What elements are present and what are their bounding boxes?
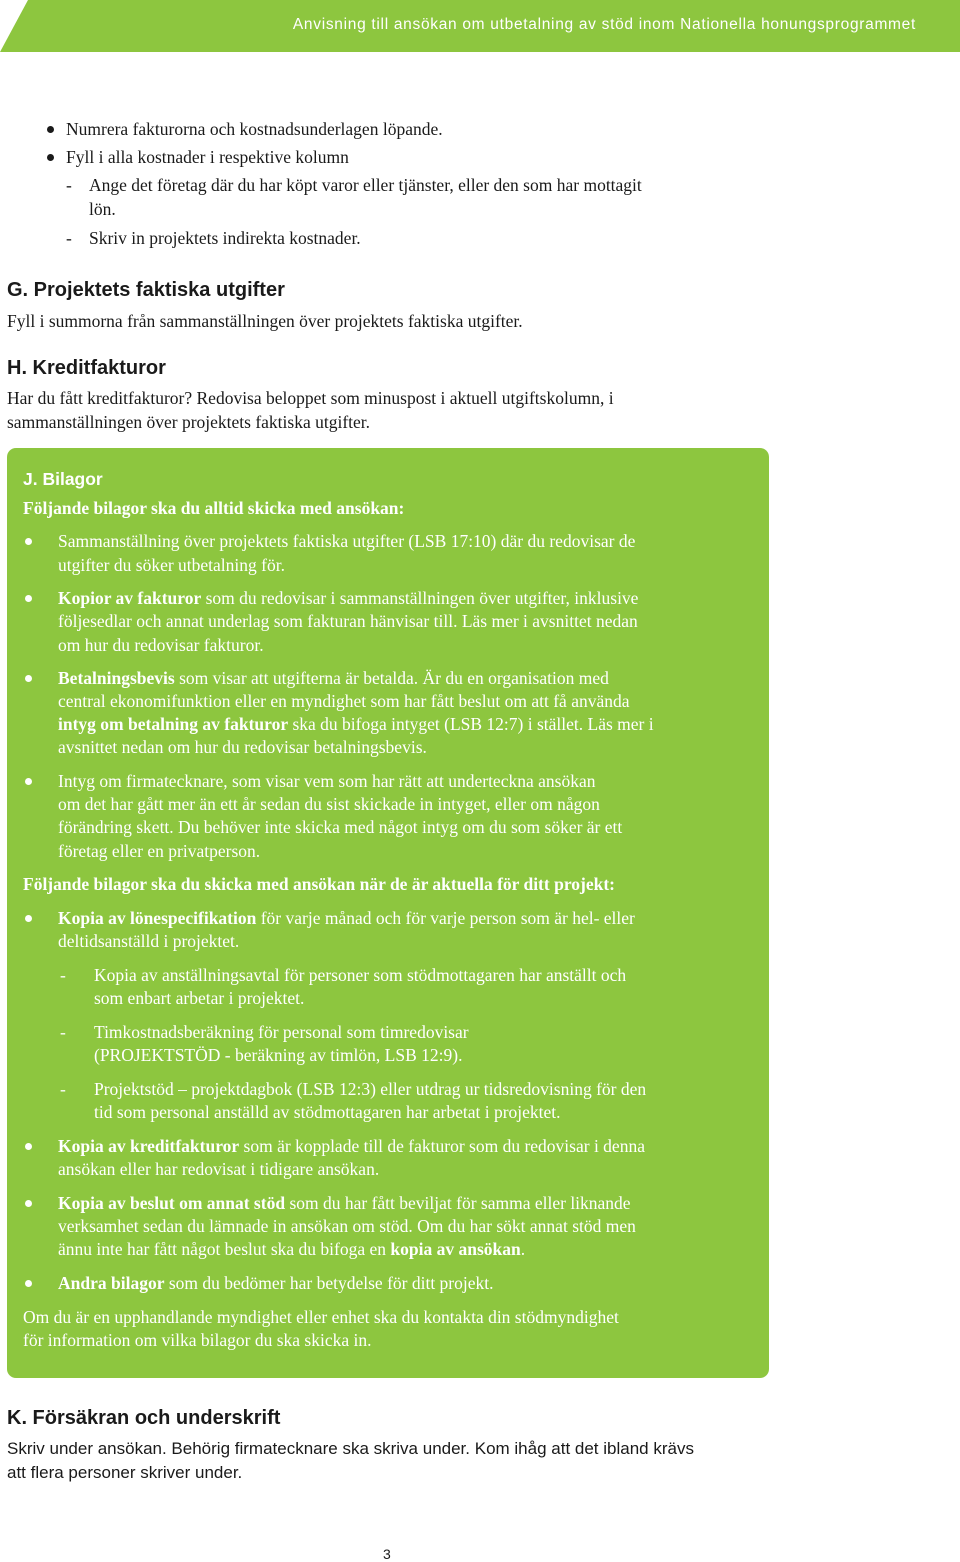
attachment-item-1-line-1: Sammanställning över projektets faktiska utgifter (LSB 17:10) där du redovisar de — [58, 531, 636, 551]
document-title: Anvisning till ansökan om utbetalning av stöd inom Nationella honungsprogrammet — [292, 16, 916, 33]
dash-marker: - — [60, 1079, 66, 1099]
intro-dash-1-line-2: lön. — [89, 199, 116, 219]
attachment-item-4-line-2: om det har gått mer än ett år sedan du sist skickade in intyget, eller om någon — [58, 794, 600, 814]
attachment-item-8-bold: Andra bilagor — [58, 1273, 165, 1293]
section-j-heading: J. Bilagor — [23, 469, 103, 489]
attachment-item-2-line-2: följesedlar och annat underlag som fakturan hänvisar till. Läs mer i avsnittet nedan — [58, 611, 638, 631]
bullet-icon — [25, 595, 32, 602]
attachment-item-3-rest-2: ska du bifoga intyget (LSB 12:7) i stället. Läs mer i — [288, 714, 654, 734]
section-k-line-1: Skriv under ansökan. Behörig firmatecknare ska skriva under. Kom ihåg att det ibland krävs — [7, 1439, 694, 1458]
attachments-footer-line-2: för information om vilka bilagor du ska skicka in. — [23, 1330, 372, 1350]
attachment-item-2-line-3: om hur du redovisar fakturor. — [58, 635, 264, 655]
section-h-heading: H. Kreditfakturor — [7, 357, 166, 379]
dash-marker: - — [66, 228, 72, 248]
sub-item-2-line-2: (PROJEKTSTÖD - beräkning av timlön, LSB 12:9). — [94, 1045, 463, 1065]
bullet-icon — [25, 675, 32, 682]
section-k-line-2: att flera personer skriver under. — [7, 1463, 243, 1482]
attachment-item-7-post: . — [520, 1239, 526, 1259]
bullet-icon — [25, 1280, 32, 1287]
attachment-item-7-bold-2: kopia av ansökan — [390, 1239, 521, 1259]
bullet-icon — [25, 778, 32, 785]
attachment-item-6-bold: Kopia av kreditfakturor — [58, 1136, 240, 1156]
attachment-item-3-rest: som visar att utgifterna är betalda. Är du en organisation med — [174, 668, 609, 688]
attachments-footer-line-1: Om du är en upphandlande myndighet eller enhet ska du kontakta din stödmyndighet — [23, 1307, 619, 1327]
intro-dash-1-line-1: Ange det företag där du har köpt varor eller tjänster, eller den som har mottagit — [89, 175, 642, 195]
attachment-item-1-line-2: utgifter du söker utbetalning för. — [58, 555, 285, 575]
bullet-icon — [47, 126, 54, 133]
attachment-item-7-line-1 — [58, 1192, 631, 1215]
section-h-line-1: Har du fått kreditfakturor? Redovisa beloppet som minuspost i aktuell utgiftskolumn, i — [7, 388, 614, 408]
attachment-item-4-line-1: Intyg om firmatecknare, som visar vem som har rätt att underteckna ansökan — [58, 771, 596, 791]
attachment-item-5-rest: för varje månad och för varje person som är hel- eller — [256, 908, 635, 928]
sub-item-3-line-1: Projektstöd – projektdagbok (LSB 12:3) eller utdrag ur tidsredovisning för den — [94, 1079, 647, 1099]
attachment-item-5-line-1 — [58, 907, 635, 930]
attachment-item-8-rest: som du bedömer har betydelse för ditt projekt. — [164, 1273, 494, 1293]
dash-marker: - — [66, 175, 72, 195]
attachments-box — [7, 448, 769, 1378]
bullet-icon — [25, 1143, 32, 1150]
intro-bullet-2: Fyll i alla kostnader i respektive kolumn — [66, 147, 349, 167]
attachment-item-6-line-2: ansökan eller har redovisat i tidigare ansökan. — [58, 1159, 380, 1179]
sub-item-2-line-1: Timkostnadsberäkning för personal som timredovisar — [94, 1022, 469, 1042]
page-number: 3 — [383, 1546, 391, 1562]
attachment-item-4-line-4: företag eller en privatperson. — [58, 841, 261, 861]
attachment-item-2-bold: Kopior av fakturor — [58, 588, 202, 608]
intro-dash-2: Skriv in projektets indirekta kostnader. — [89, 228, 361, 248]
bullet-icon — [47, 154, 54, 161]
sub-item-1-line-2: som enbart arbetar i projektet. — [94, 988, 305, 1008]
header-corner-notch — [0, 0, 28, 52]
bullet-icon — [25, 915, 32, 922]
attachment-item-6-line-1 — [58, 1135, 645, 1158]
bullet-icon — [25, 1200, 32, 1207]
required-attachments-subheading: Följande bilagor ska du alltid skicka med ansökan: — [23, 498, 405, 518]
section-k-heading: K. Försäkran och underskrift — [7, 1407, 281, 1429]
attachment-item-5-line-2: deltidsanställd i projektet. — [58, 931, 240, 951]
section-g-text: Fyll i summorna från sammanställningen över projektets faktiska utgifter. — [7, 311, 523, 331]
attachment-item-7-line-3 — [58, 1238, 525, 1261]
intro-bullet-1: Numrera fakturorna och kostnadsunderlagen löpande. — [66, 119, 443, 139]
bullet-icon — [25, 538, 32, 545]
attachment-item-7-pre: ännu inte har fått något beslut ska du bifoga en — [58, 1239, 391, 1259]
attachment-item-3-line-4: avsnittet nedan om hur du redovisar betalningsbevis. — [58, 737, 427, 757]
attachment-item-3-bold: Betalningsbevis — [58, 668, 175, 688]
sub-item-1-line-1: Kopia av anställningsavtal för personer som stödmottagaren har anställt och — [94, 965, 627, 985]
attachment-item-3-line-2: central ekonomifunktion eller en myndighet som har fått beslut om att få använda — [58, 691, 630, 711]
attachment-item-3-bold-2: intyg om betalning av fakturor — [58, 714, 289, 734]
attachment-item-8-line-1 — [58, 1272, 494, 1295]
dash-marker: - — [60, 1022, 66, 1042]
attachment-item-2-line-1 — [58, 587, 638, 610]
optional-attachments-subheading: Följande bilagor ska du skicka med ansökan när de är aktuella för ditt projekt: — [23, 874, 616, 894]
attachment-item-7-bold: Kopia av beslut om annat stöd — [58, 1193, 286, 1213]
attachment-item-3-line-1 — [58, 667, 609, 690]
section-g-heading: G. Projektets faktiska utgifter — [7, 279, 285, 301]
attachment-item-4-line-3: förändring skett. Du behöver inte skicka med något intyg om du som söker är ett — [58, 817, 623, 837]
sub-item-3-line-2: tid som personal anställd av stödmottagaren har arbetat i projektet. — [94, 1102, 561, 1122]
section-h-line-2: sammanställningen över projektets faktiska utgifter. — [7, 412, 371, 432]
attachment-item-7-rest: som du har fått beviljat för samma eller liknande — [285, 1193, 631, 1213]
dash-marker: - — [60, 965, 66, 985]
attachment-item-6-rest: som är kopplade till de fakturor som du redovisar i denna — [239, 1136, 645, 1156]
attachment-item-5-bold: Kopia av lönespecifikation — [58, 908, 257, 928]
attachment-item-7-line-2: verksamhet sedan du lämnade in ansökan om stöd. Om du har sökt annat stöd men — [58, 1216, 636, 1236]
attachment-item-3-line-3 — [58, 713, 654, 736]
attachment-item-2-rest: som du redovisar i sammanställningen över utgifter, inklusive — [201, 588, 639, 608]
